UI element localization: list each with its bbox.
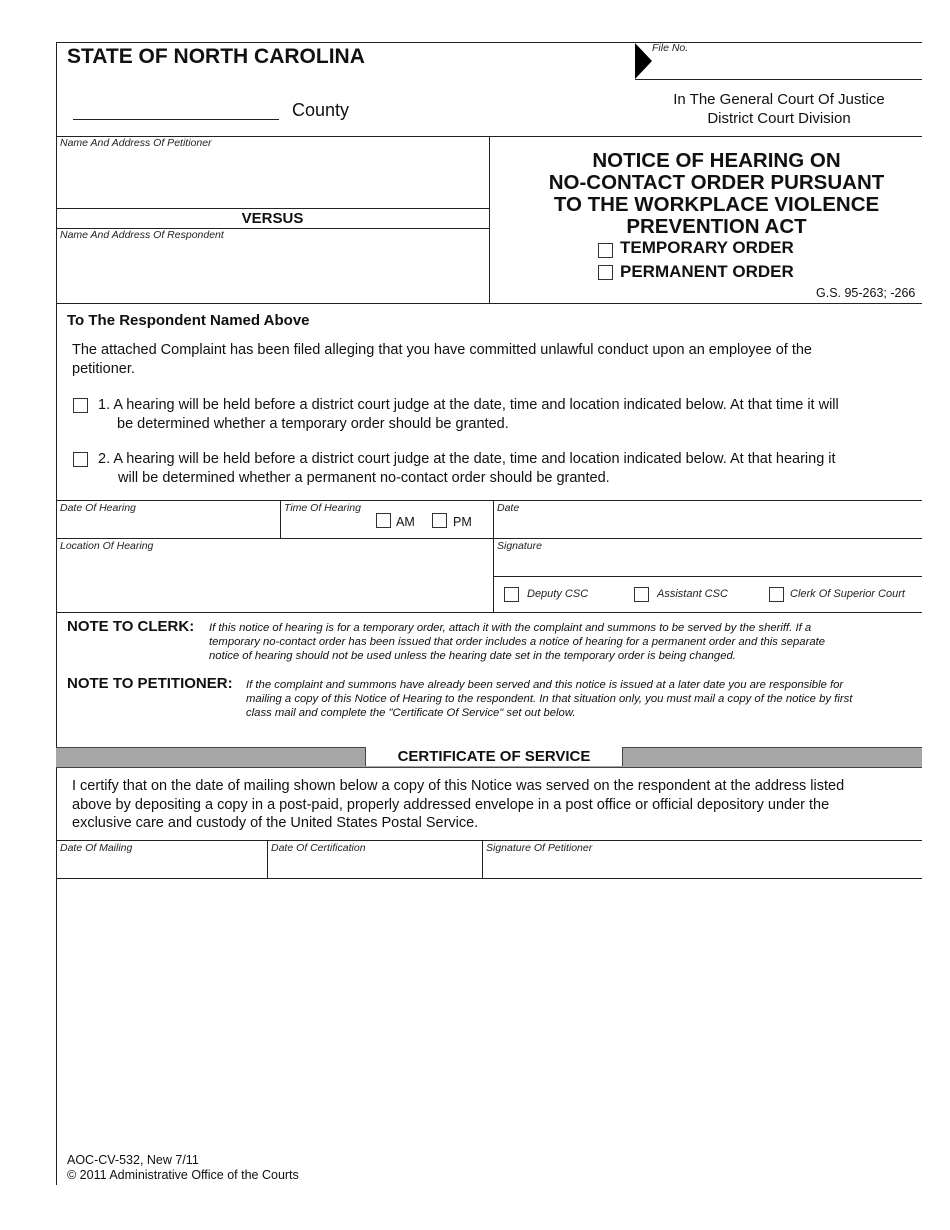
hearing-grid-middle bbox=[56, 538, 922, 539]
permanent-order-label: PERMANENT ORDER bbox=[620, 262, 794, 281]
hearing-grid-divider-2 bbox=[493, 500, 494, 612]
county-label: County bbox=[292, 100, 350, 120]
clerk-superior-court-checkbox[interactable] bbox=[769, 587, 784, 602]
date-of-mailing-label: Date Of Mailing bbox=[60, 842, 133, 854]
versus-label: VERSUS bbox=[241, 210, 304, 227]
file-no-arrow-icon bbox=[635, 43, 652, 79]
hearing-option-1-checkbox[interactable] bbox=[73, 398, 88, 413]
clerk-superior-court-label: Clerk Of Superior Court bbox=[790, 588, 905, 600]
intro-line-1: The attached Complaint has been filed alleging that you have committed unlawful conduct upon an employee of the bbox=[72, 342, 812, 358]
notice-heading: To The Respondent Named Above bbox=[67, 312, 310, 329]
am-label: AM bbox=[396, 515, 415, 529]
clerk-note-line-2: temporary no-contact order has been issued that order includes a notice of hearing for a permanent order and this separate bbox=[209, 636, 826, 649]
note-to-petitioner-label: NOTE TO PETITIONER: bbox=[67, 675, 233, 692]
petitioner-note-line-1: If the complaint and summons have already been served and this notice is issued at a later date you are responsible for bbox=[246, 679, 844, 691]
top-border bbox=[56, 42, 922, 43]
signature-label: Signature bbox=[497, 540, 542, 552]
court-name bbox=[640, 90, 918, 128]
date-label: Date bbox=[497, 502, 520, 514]
petitioner-note-line-3: class mail and complete the "Certificate Of Service" set out below. bbox=[246, 707, 576, 720]
date-of-certification-field[interactable] bbox=[269, 855, 480, 876]
date-of-hearing-label: Date Of Hearing bbox=[60, 502, 136, 514]
form-title bbox=[489, 150, 944, 238]
pm-label: PM bbox=[453, 515, 472, 529]
parties-bottom-line bbox=[56, 303, 922, 304]
title-line-2: NO-CONTACT ORDER PURSUANT bbox=[548, 171, 885, 194]
hearing-option-2 bbox=[98, 450, 938, 487]
petitioner-field[interactable] bbox=[58, 152, 486, 207]
item-1-line-2: be determined whether a temporary order should be granted. bbox=[117, 415, 509, 432]
deputy-csc-checkbox[interactable] bbox=[504, 587, 519, 602]
intro-line-2: petitioner. bbox=[72, 360, 135, 377]
item-2-line-1: 2. A hearing will be held before a district court judge at the date, time and location indicated below. At that hearing it bbox=[98, 451, 836, 467]
versus-top-line bbox=[56, 208, 489, 209]
certificate-line-3: exclusive care and custody of the United States Postal Service. bbox=[72, 815, 479, 831]
pm-checkbox[interactable] bbox=[432, 513, 447, 528]
title-line-4: PREVENTION ACT bbox=[626, 215, 807, 238]
am-checkbox[interactable] bbox=[376, 513, 391, 528]
certificate-line-2: above by depositing a copy in a post-paid, properly addressed envelope in a post office or official depository under the bbox=[72, 796, 830, 813]
note-to-clerk-text bbox=[209, 621, 929, 664]
certificate-grid-divider-2 bbox=[482, 840, 483, 878]
certificate-grid-top bbox=[56, 840, 922, 841]
hearing-option-2-checkbox[interactable] bbox=[73, 452, 88, 467]
petitioner-label: Name And Address Of Petitioner bbox=[60, 137, 212, 149]
date-of-hearing-field[interactable] bbox=[58, 515, 278, 536]
temporary-order-label: TEMPORARY ORDER bbox=[620, 238, 794, 257]
date-of-certification-label: Date Of Certification bbox=[271, 842, 366, 854]
date-of-mailing-field[interactable] bbox=[58, 855, 265, 876]
copyright: © 2011 Administrative Office of the Courts bbox=[67, 1168, 299, 1182]
location-of-hearing-label: Location Of Hearing bbox=[60, 540, 154, 552]
note-to-clerk-label: NOTE TO CLERK: bbox=[67, 618, 195, 635]
signature-underline bbox=[493, 576, 922, 577]
time-of-hearing-label: Time Of Hearing bbox=[284, 502, 361, 514]
file-no-underline bbox=[635, 79, 922, 80]
certificate-heading: CERTIFICATE OF SERVICE bbox=[365, 747, 623, 766]
note-to-petitioner-text bbox=[246, 678, 936, 721]
clerk-note-line-1: If this notice of hearing is for a temporary order, attach it with the complaint and summons to be served by the sheriff. If a bbox=[209, 622, 812, 634]
title-line-3: TO THE WORKPLACE VIOLENCE bbox=[553, 193, 880, 216]
location-field[interactable] bbox=[58, 553, 490, 609]
assistant-csc-checkbox[interactable] bbox=[634, 587, 649, 602]
date-field[interactable] bbox=[495, 515, 920, 536]
court-line-1: In The General Court Of Justice bbox=[673, 91, 885, 108]
state-title: STATE OF NORTH CAROLINA bbox=[67, 45, 365, 68]
court-line-2: District Court Division bbox=[707, 110, 851, 127]
respondent-label: Name And Address Of Respondent bbox=[60, 229, 224, 241]
hearing-option-1 bbox=[98, 396, 938, 433]
signature-field[interactable] bbox=[495, 553, 920, 575]
certificate-grid-divider-1 bbox=[267, 840, 268, 878]
hearing-grid-bottom bbox=[56, 612, 922, 613]
deputy-csc-label: Deputy CSC bbox=[527, 588, 589, 600]
hearing-grid-top bbox=[56, 500, 922, 501]
signature-of-petitioner-field[interactable] bbox=[484, 855, 920, 876]
signature-of-petitioner-label: Signature Of Petitioner bbox=[486, 842, 593, 854]
petitioner-note-line-2: mailing a copy of this Notice of Hearing to the respondent. In that situation only, you must mail a copy of the notice by first bbox=[246, 693, 853, 706]
title-line-1: NOTICE OF HEARING ON bbox=[592, 149, 841, 172]
item-1-line-1: 1. A hearing will be held before a district court judge at the date, time and location indicated below. At that time it will bbox=[98, 397, 839, 413]
assistant-csc-label: Assistant CSC bbox=[657, 588, 728, 600]
notice-intro bbox=[72, 341, 932, 378]
file-no-label: File No. bbox=[652, 42, 689, 54]
certificate-text bbox=[72, 777, 932, 833]
permanent-order-checkbox[interactable] bbox=[598, 265, 613, 280]
statute-reference: G.S. 95-263; -266 bbox=[816, 286, 916, 300]
certificate-grid-bottom bbox=[56, 878, 922, 879]
temporary-order-checkbox[interactable] bbox=[598, 243, 613, 258]
item-2-line-2: will be determined whether a permanent no-contact order should be granted. bbox=[118, 469, 610, 486]
form-number: AOC-CV-532, New 7/11 bbox=[67, 1153, 199, 1167]
county-field[interactable] bbox=[73, 119, 279, 120]
hearing-grid-divider-1 bbox=[280, 500, 281, 538]
certificate-line-1: I certify that on the date of mailing shown below a copy of this Notice was served on the respondent at the address listed bbox=[72, 778, 845, 794]
respondent-field[interactable] bbox=[58, 244, 486, 300]
clerk-note-line-3: notice of hearing should not be used unless the hearing date set in the temporary order is being changed. bbox=[209, 650, 736, 663]
